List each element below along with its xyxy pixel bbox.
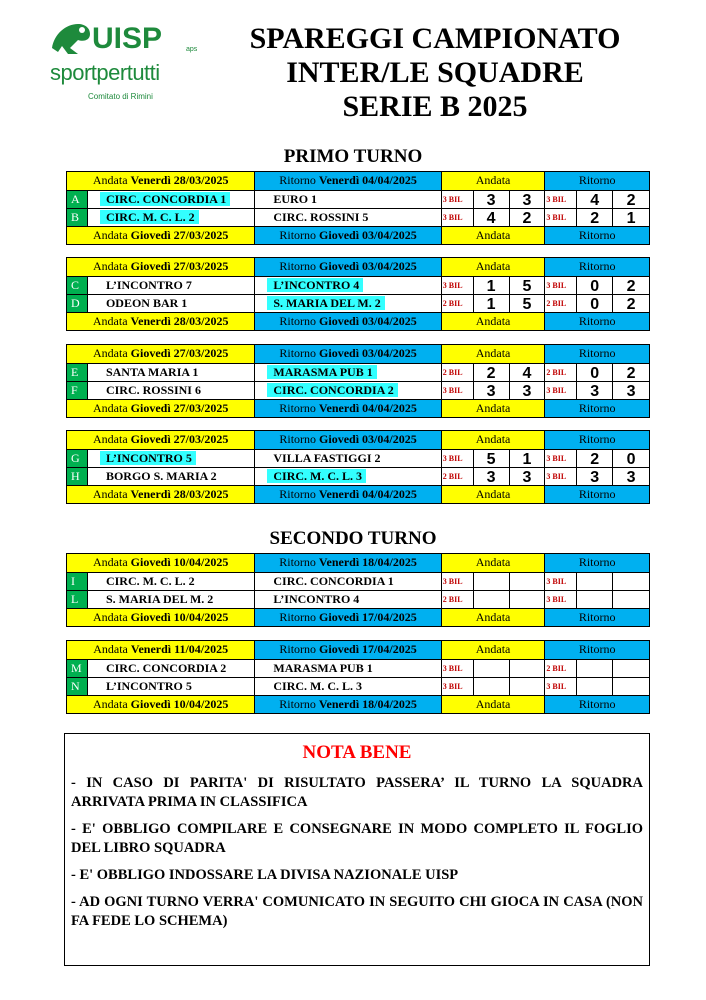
andata-score-away: 1 — [510, 450, 546, 467]
andata-score-home: 1 — [474, 295, 510, 312]
ritorno-column-header: Ritorno — [545, 431, 649, 449]
ritorno-date-cell: Ritorno Venerdì 04/04/2025 — [255, 400, 441, 417]
away-team-name: VILLA FASTIGGI 2 — [273, 451, 381, 465]
away-team — [255, 364, 441, 381]
andata-date-cell: Andata Giovedì 10/04/2025 — [67, 696, 255, 713]
ritorno-column-header: Ritorno — [545, 313, 649, 330]
group-header-bottom — [67, 695, 649, 713]
ritorno-date-cell: Ritorno Venerdì 04/04/2025 — [255, 486, 441, 503]
away-team-name: CIRC. CONCORDIA 2 — [267, 383, 397, 397]
ritorno-score-home — [577, 660, 613, 677]
logo-comitato: Comitato di Rimini — [88, 92, 153, 101]
andata-column-header: Andata — [442, 641, 546, 659]
ritorno-bil: 3 BIL — [545, 191, 577, 208]
match-letter: G — [67, 450, 88, 467]
group-header-bottom — [67, 485, 649, 503]
andata-bil: 3 BIL — [442, 277, 474, 294]
ritorno-bil: 3 BIL — [545, 450, 577, 467]
ritorno-bil: 3 BIL — [545, 277, 577, 294]
andata-column-header: Andata — [442, 486, 546, 503]
group-header-top — [67, 554, 649, 572]
home-team — [88, 678, 255, 695]
ritorno-date-cell: Ritorno Giovedì 17/04/2025 — [255, 641, 441, 659]
group-header-top — [67, 258, 649, 276]
match-row — [67, 467, 649, 485]
andata-column-header: Andata — [442, 400, 546, 417]
andata-date-cell: Andata Venerdì 11/04/2025 — [67, 641, 255, 659]
match-letter: L — [67, 591, 88, 608]
andata-column-header: Andata — [442, 554, 546, 572]
ritorno-score-home — [577, 678, 613, 695]
home-team-name: CIRC. M. C. L. 2 — [100, 210, 199, 224]
andata-score-away — [510, 678, 546, 695]
match-letter: A — [67, 191, 88, 208]
match-row — [67, 208, 649, 226]
group-header-bottom — [67, 608, 649, 626]
ritorno-column-header: Ritorno — [545, 345, 649, 363]
away-team — [255, 209, 441, 226]
andata-bil: 2 BIL — [442, 468, 474, 485]
andata-date-cell: Andata Giovedì 27/03/2025 — [67, 431, 255, 449]
ritorno-column-header: Ritorno — [545, 227, 649, 244]
home-team-name: L’INCONTRO 5 — [100, 451, 196, 465]
home-team — [88, 468, 255, 485]
andata-bil: 3 BIL — [442, 450, 474, 467]
andata-date-cell: Andata Venerdì 28/03/2025 — [67, 313, 255, 330]
andata-bil: 3 BIL — [442, 660, 474, 677]
andata-score-away: 5 — [510, 295, 546, 312]
andata-score-away — [510, 591, 546, 608]
group-header-top — [67, 641, 649, 659]
andata-score-home: 2 — [474, 364, 510, 381]
andata-score-away: 3 — [510, 382, 546, 399]
uisp-logo — [48, 16, 208, 116]
ritorno-date-cell: Ritorno Giovedì 03/04/2025 — [255, 345, 441, 363]
nota-item: - AD OGNI TURNO VERRA' COMUNICATO IN SEGUITO CHI GIOCA IN CASA (NON FA FEDE LO SCHEMA) — [71, 894, 643, 929]
group-header-top — [67, 345, 649, 363]
ritorno-date-cell: Ritorno Giovedì 03/04/2025 — [255, 227, 441, 244]
ritorno-score-home: 3 — [577, 468, 613, 485]
home-team-name: S. MARIA DEL M. 2 — [105, 592, 214, 606]
andata-date-cell: Andata Giovedì 27/03/2025 — [67, 227, 255, 244]
away-team — [255, 591, 441, 608]
match-group — [66, 344, 650, 418]
andata-score-home: 3 — [474, 191, 510, 208]
andata-column-header: Andata — [442, 172, 546, 190]
match-letter: C — [67, 277, 88, 294]
nota-item: - E' OBBLIGO COMPILARE E CONSEGNARE IN MODO COMPLETO IL FOGLIO DEL LIBRO SQUADRA — [71, 821, 643, 856]
ritorno-score-away: 2 — [626, 365, 636, 381]
home-team — [88, 277, 255, 294]
away-team — [255, 678, 441, 695]
ritorno-score-away: 2 — [626, 192, 636, 208]
ritorno-score-away: 2 — [626, 278, 636, 294]
match-group — [66, 171, 650, 245]
ritorno-bil: 3 BIL — [545, 468, 577, 485]
home-team — [88, 295, 255, 312]
andata-score-home — [474, 678, 510, 695]
away-team-name: CIRC. M. C. L. 3 — [273, 679, 363, 693]
away-team-name: L’INCONTRO 4 — [273, 592, 360, 606]
match-group — [66, 430, 650, 504]
andata-date-cell: Andata Giovedì 10/04/2025 — [67, 554, 255, 572]
ritorno-date-cell: Ritorno Venerdì 18/04/2025 — [255, 696, 441, 713]
andata-date-cell: Andata Giovedì 27/03/2025 — [67, 345, 255, 363]
away-team-name: MARASMA PUB 1 — [273, 661, 373, 675]
match-row — [67, 449, 649, 467]
ritorno-date-cell: Ritorno Venerdì 18/04/2025 — [255, 554, 441, 572]
andata-score-home: 3 — [474, 468, 510, 485]
andata-column-header: Andata — [442, 609, 546, 626]
andata-score-away — [510, 573, 546, 590]
ritorno-bil: 3 BIL — [545, 573, 577, 590]
ritorno-score-home: 2 — [577, 450, 613, 467]
away-team — [255, 450, 441, 467]
andata-score-home — [474, 660, 510, 677]
away-team — [255, 573, 441, 590]
andata-score-home — [474, 573, 510, 590]
match-letter: B — [67, 209, 88, 226]
andata-score-away — [510, 660, 546, 677]
home-team-name: L’INCONTRO 7 — [105, 278, 192, 292]
andata-bil: 2 BIL — [442, 295, 474, 312]
ritorno-score-away — [613, 678, 649, 695]
away-team — [255, 660, 441, 677]
andata-date-cell: Andata Venerdì 28/03/2025 — [67, 486, 255, 503]
ritorno-bil: 3 BIL — [545, 209, 577, 226]
andata-bil: 3 BIL — [442, 573, 474, 590]
andata-score-home — [474, 591, 510, 608]
andata-score-home: 3 — [474, 382, 510, 399]
andata-date-cell: Andata Giovedì 27/03/2025 — [67, 258, 255, 276]
nota-item: - E' OBBLIGO INDOSSARE LA DIVISA NAZIONALE UISP — [71, 867, 459, 883]
ritorno-score-away — [613, 591, 649, 608]
ritorno-bil: 2 BIL — [545, 660, 577, 677]
home-team-name: CIRC. CONCORDIA 1 — [100, 192, 230, 206]
ritorno-date-cell: Ritorno Giovedì 03/04/2025 — [255, 431, 441, 449]
match-row — [67, 572, 649, 590]
match-row — [67, 190, 649, 208]
match-letter: I — [67, 573, 88, 590]
group-header-top — [67, 172, 649, 190]
match-row — [67, 590, 649, 608]
runner-icon — [48, 18, 92, 56]
logo-tagline: sportpertutti — [50, 60, 160, 85]
andata-column-header: Andata — [442, 313, 546, 330]
home-team — [88, 382, 255, 399]
andata-bil: 3 BIL — [442, 209, 474, 226]
andata-date-cell: Andata Venerdì 28/03/2025 — [67, 172, 255, 190]
home-team — [88, 191, 255, 208]
page-title — [210, 22, 660, 124]
andata-column-header: Andata — [442, 431, 546, 449]
away-team-name: CIRC. M. C. L. 3 — [267, 469, 366, 483]
andata-score-away: 5 — [510, 277, 546, 294]
ritorno-column-header: Ritorno — [545, 258, 649, 276]
away-team — [255, 277, 441, 294]
title-line-1: SPAREGGI CAMPIONATO — [249, 22, 621, 55]
andata-score-away: 2 — [510, 209, 546, 226]
away-team-name: MARASMA PUB 1 — [267, 365, 376, 379]
nota-item: - IN CASO DI PARITA' DI RISULTATO PASSERA’ IL TURNO LA SQUADRA ARRIVATA PRIMA IN CLASSIFICA — [71, 775, 643, 810]
ritorno-score-away: 2 — [626, 296, 636, 312]
group-header-bottom — [67, 312, 649, 330]
ritorno-score-away: 3 — [626, 469, 636, 485]
primo-turno-title: PRIMO TURNO — [283, 146, 423, 167]
away-team-name: S. MARIA DEL M. 2 — [267, 296, 384, 310]
away-team — [255, 468, 441, 485]
andata-date-cell: Andata Giovedì 10/04/2025 — [67, 609, 255, 626]
match-row — [67, 677, 649, 695]
andata-bil: 3 BIL — [442, 191, 474, 208]
ritorno-score-home — [577, 591, 613, 608]
ritorno-column-header: Ritorno — [545, 641, 649, 659]
andata-score-home: 5 — [474, 450, 510, 467]
andata-score-away: 4 — [510, 364, 546, 381]
away-team-name: CIRC. ROSSINI 5 — [273, 210, 369, 224]
match-letter: N — [67, 678, 88, 695]
group-header-bottom — [67, 226, 649, 244]
nota-bene-box — [64, 733, 650, 966]
ritorno-column-header: Ritorno — [545, 554, 649, 572]
secondo-turno-title: SECONDO TURNO — [269, 528, 437, 549]
ritorno-date-cell: Ritorno Venerdì 04/04/2025 — [255, 172, 441, 190]
ritorno-bil: 3 BIL — [545, 678, 577, 695]
andata-column-header: Andata — [442, 696, 546, 713]
home-team — [88, 573, 255, 590]
ritorno-bil: 2 BIL — [545, 364, 577, 381]
ritorno-score-away — [613, 573, 649, 590]
ritorno-score-home: 4 — [577, 191, 613, 208]
away-team-name: CIRC. CONCORDIA 1 — [273, 574, 394, 588]
match-letter: D — [67, 295, 88, 312]
andata-bil: 2 BIL — [442, 364, 474, 381]
nota-bene-title: NOTA BENE — [302, 742, 412, 763]
match-row — [67, 381, 649, 399]
andata-bil: 2 BIL — [442, 591, 474, 608]
away-team-name: EURO 1 — [273, 192, 318, 206]
home-team-name: ODEON BAR 1 — [105, 296, 188, 310]
group-header-bottom — [67, 399, 649, 417]
ritorno-date-cell: Ritorno Giovedì 17/04/2025 — [255, 609, 441, 626]
ritorno-bil: 3 BIL — [545, 382, 577, 399]
ritorno-score-away: 3 — [626, 383, 636, 399]
match-row — [67, 659, 649, 677]
away-team — [255, 191, 441, 208]
match-group — [66, 553, 650, 627]
ritorno-bil: 3 BIL — [545, 591, 577, 608]
match-row — [67, 363, 649, 381]
ritorno-score-away: 1 — [626, 210, 636, 226]
logo-aps: aps — [186, 46, 198, 53]
ritorno-column-header: Ritorno — [545, 609, 649, 626]
andata-column-header: Andata — [442, 227, 546, 244]
away-team-name: L’INCONTRO 4 — [267, 278, 363, 292]
home-team-name: BORGO S. MARIA 2 — [105, 469, 217, 483]
title-line-3: SERIE B 2025 — [342, 90, 528, 123]
group-header-top — [67, 431, 649, 449]
ritorno-score-away: 0 — [626, 451, 636, 467]
home-team — [88, 660, 255, 677]
ritorno-column-header: Ritorno — [545, 400, 649, 417]
home-team-name: SANTA MARIA 1 — [105, 365, 199, 379]
ritorno-column-header: Ritorno — [545, 172, 649, 190]
ritorno-column-header: Ritorno — [545, 696, 649, 713]
ritorno-score-home: 3 — [577, 382, 613, 399]
home-team-name: CIRC. ROSSINI 6 — [105, 383, 201, 397]
home-team — [88, 209, 255, 226]
andata-bil: 3 BIL — [442, 678, 474, 695]
andata-column-header: Andata — [442, 258, 546, 276]
andata-score-home: 1 — [474, 277, 510, 294]
match-row — [67, 294, 649, 312]
andata-score-home: 4 — [474, 209, 510, 226]
ritorno-score-home: 0 — [577, 364, 613, 381]
away-team — [255, 295, 441, 312]
title-line-2: INTER/LE SQUADRE — [286, 56, 584, 89]
andata-column-header: Andata — [442, 345, 546, 363]
home-team-name: CIRC. CONCORDIA 2 — [105, 661, 227, 675]
home-team-name: L’INCONTRO 5 — [105, 679, 192, 693]
ritorno-date-cell: Ritorno Giovedì 03/04/2025 — [255, 313, 441, 330]
home-team — [88, 364, 255, 381]
match-letter: E — [67, 364, 88, 381]
ritorno-date-cell: Ritorno Giovedì 03/04/2025 — [255, 258, 441, 276]
match-group — [66, 257, 650, 331]
match-group — [66, 640, 650, 714]
andata-date-cell: Andata Giovedì 27/03/2025 — [67, 400, 255, 417]
ritorno-score-home: 2 — [577, 209, 613, 226]
ritorno-score-home: 0 — [577, 295, 613, 312]
match-letter: M — [67, 660, 88, 677]
home-team — [88, 450, 255, 467]
logo-brand: UISP — [92, 22, 163, 55]
ritorno-score-home: 0 — [577, 277, 613, 294]
ritorno-bil: 2 BIL — [545, 295, 577, 312]
home-team — [88, 591, 255, 608]
andata-score-away: 3 — [510, 191, 546, 208]
match-letter: F — [67, 382, 88, 399]
match-row — [67, 276, 649, 294]
ritorno-score-home — [577, 573, 613, 590]
ritorno-score-away — [613, 660, 649, 677]
andata-bil: 3 BIL — [442, 382, 474, 399]
ritorno-column-header: Ritorno — [545, 486, 649, 503]
andata-score-away: 3 — [510, 468, 546, 485]
home-team-name: CIRC. M. C. L. 2 — [105, 574, 195, 588]
away-team — [255, 382, 441, 399]
match-letter: H — [67, 468, 88, 485]
